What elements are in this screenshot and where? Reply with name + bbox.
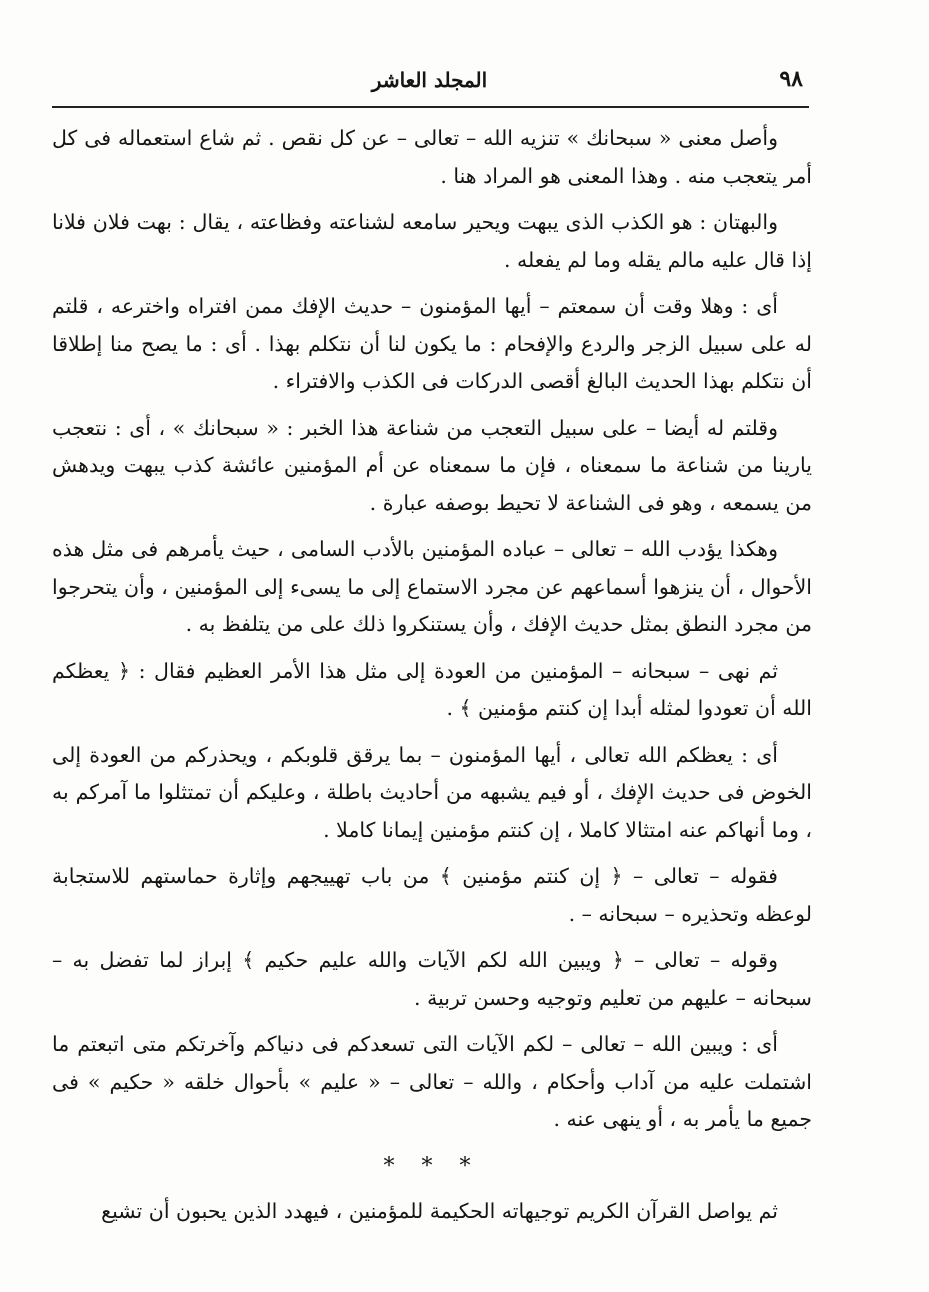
- body-text: [52, 120, 812, 1240]
- paragraph: وأصل معنى « سبحانك » تنزيه الله – تعالى – عن كل نقص . ثم شاع استعماله فى كل أمر يتعجب منه . وهذا المعنى هو المراد هنا .: [52, 126, 812, 188]
- paragraph: وهكذا يؤدب الله – تعالى – عباده المؤمنين بالأدب السامى ، حيث يأمرهم فى مثل هذه الأحوال ، أن ينزهوا أسماعهم عن مجرد الاستماع إلى ما يسىء إلى المؤمنين ، وأن يتحرجوا من مجرد النطق بمثل حديث الإفك ، وأن يستنكروا ذلك على من يتلفظ به .: [52, 537, 812, 636]
- paragraph: فقوله – تعالى – ﴿ إن كنتم مؤمنين ﴾ من باب تهييجهم وإثارة حماستهم للاستجابة لوعظه وتحذيره – سبحانه – .: [52, 864, 812, 926]
- header-divider: [52, 106, 809, 108]
- page-header: [52, 62, 807, 98]
- paragraph: أى : يعظكم الله تعالى ، أيها المؤمنون – بما يرقق قلوبكم ، ويحذركم من العودة إلى الخوض فى حديث الإفك ، أو فيم يشبهه من أحاديث باطلة ، وعليكم أن تمتثلوا ما آمركم به ، وما أنهاكم عنه امتثالا كاملا ، إن كنتم مؤمنين إيمانا كاملا .: [52, 742, 812, 842]
- running-title: المجلد العاشر: [371, 68, 488, 92]
- paragraph: والبهتان : هو الكذب الذى يبهت ويحير سامعه لشناعته وفظاعته ، يقال : بهت فلان فلانا إذا قال عليه مالم يقله وما لم يفعله .: [52, 210, 812, 272]
- paragraph: أى : ويبين الله – تعالى – لكم الآيات التى تسعدكم فى دنياكم وآخرتكم متى اتبعتم ما اشتملت عليه من آداب وأحكام ، والله – تعالى – « عليم » بأحوال خلقه « حكيم » فى جميع ما يأمر به ، أو ينهى عنه .: [52, 1032, 812, 1131]
- page-number: ٩٨: [779, 66, 803, 92]
- paragraph: ثم نهى – سبحانه – المؤمنين من العودة إلى مثل هذا الأمر العظيم فقال : ﴿ يعظكم الله أن تعودوا لمثله أبدا إن كنتم مؤمنين ﴾ .: [52, 658, 812, 720]
- paragraph: وقوله – تعالى – ﴿ ويبين الله لكم الآيات والله عليم حكيم ﴾ إبراز لما تفضل به – سبحانه – عليهم من تعليم وتوجيه وحسن تربية .: [52, 948, 812, 1010]
- paragraph: وقلتم له أيضا – على سبيل التعجب من شناعة هذا الخبر : « سبحانك » ، أى : نتعجب يارينا من شناعة ما سمعناه ، فإن ما سمعناه عن أم المؤمنين عائشة كذب يبهت ويدهش من يسمعه ، وهو فى الشناعة لا تحيط بوصفه عبارة .: [52, 415, 812, 515]
- closing-paragraph: ثم يواصل القرآن الكريم توجيهاته الحكيمة للمؤمنين ، فيهدد الذين يحبون أن تشيع: [101, 1199, 778, 1223]
- section-separator: * * *: [383, 1153, 481, 1179]
- paragraph: أى : وهلا وقت أن سمعتم – أيها المؤمنون – حديث الإفك ممن افتراه واخترعه ، قلتم له على سبيل الزجر والردع والإفحام : ما يكون لنا أن نتكلم بهذا . أى : ما يصح منا إطلاقا أن نتكلم بهذا الحديث البالغ أقصى الدركات فى الكذب والافتراء .: [52, 294, 812, 393]
